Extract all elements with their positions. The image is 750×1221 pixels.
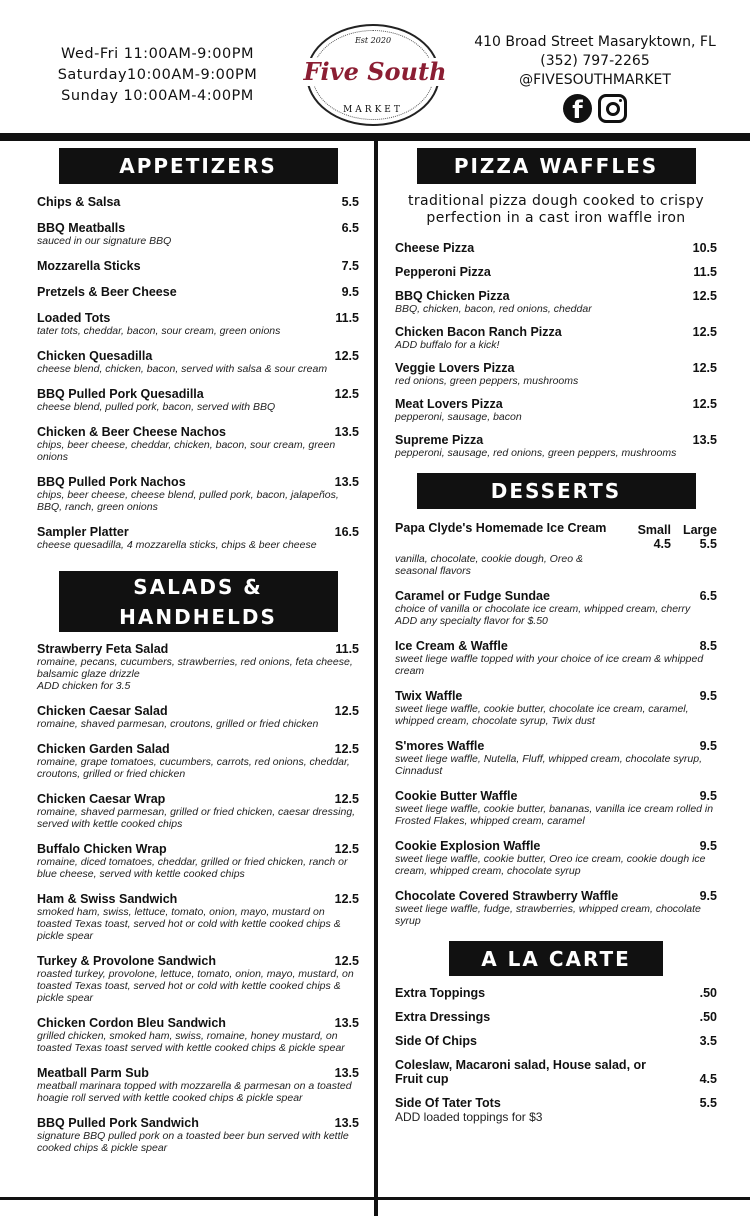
menu-item bbox=[395, 397, 717, 423]
item-price: .50 bbox=[699, 1010, 717, 1024]
section-title-pizza: PIZZA WAFFLES bbox=[417, 148, 696, 184]
hours bbox=[40, 44, 275, 107]
item-price: 13.5 bbox=[692, 433, 717, 447]
section-title-salads bbox=[59, 571, 338, 632]
instagram-icon[interactable] bbox=[598, 94, 627, 123]
section-title-a-la-carte: A LA CARTE bbox=[449, 941, 663, 976]
menu-item bbox=[395, 789, 717, 827]
item-price: .50 bbox=[699, 986, 717, 1000]
pizza-subtitle: traditional pizza dough cooked to crispy perfection in a cast iron waffle iron bbox=[407, 193, 705, 226]
menu-item bbox=[395, 589, 717, 627]
item-price: 6.5 bbox=[341, 221, 359, 235]
contact-info bbox=[470, 33, 720, 123]
item-price: 6.5 bbox=[699, 589, 717, 603]
price-large: 5.5 bbox=[699, 537, 717, 551]
item-desc: ADD buffalo for a kick! bbox=[395, 339, 500, 351]
item-name: Mozzarella Sticks bbox=[37, 259, 141, 273]
item-name: Chocolate Covered Strawberry Waffle bbox=[395, 889, 619, 903]
menu-item bbox=[395, 1058, 717, 1086]
menu-item bbox=[395, 839, 717, 877]
menu-item bbox=[37, 1116, 359, 1154]
item-desc: sweet liege waffle topped with your choice of ice cream & whipped cream bbox=[395, 653, 704, 677]
menu-item bbox=[37, 842, 359, 880]
item-desc: sweet liege waffle, cookie butter, Oreo ice cream, cookie dough ice cream, whipped cream, chocolate syrup bbox=[395, 853, 706, 877]
item-name: Coleslaw, Macaroni salad, House salad, or Fruit cup bbox=[395, 1058, 647, 1086]
item-desc: tater tots, cheddar, bacon, sour cream, green onions bbox=[37, 325, 281, 337]
menu-item bbox=[395, 433, 717, 459]
item-name: Buffalo Chicken Wrap bbox=[37, 842, 167, 856]
item-name: Side Of Chips bbox=[395, 1034, 477, 1048]
item-price: 12.5 bbox=[334, 954, 359, 968]
item-name: Chicken Bacon Ranch Pizza bbox=[395, 325, 562, 339]
item-name: Chicken Garden Salad bbox=[37, 742, 170, 756]
facebook-icon[interactable]: f bbox=[563, 94, 592, 123]
item-price: 9.5 bbox=[699, 739, 717, 753]
logo bbox=[303, 24, 447, 126]
item-price: 9.5 bbox=[699, 789, 717, 803]
divider-bottom bbox=[0, 1197, 750, 1200]
item-price: 11.5 bbox=[693, 265, 717, 279]
item-price: 12.5 bbox=[334, 842, 359, 856]
price-small: 4.5 bbox=[653, 537, 671, 551]
menu-item bbox=[395, 889, 717, 927]
phone[interactable]: (352) 797-2265 bbox=[540, 53, 650, 69]
item-price: 5.5 bbox=[341, 195, 359, 209]
menu-item bbox=[37, 892, 359, 942]
item-desc: choice of vanilla or chocolate ice cream, whipped cream, cherry bbox=[395, 603, 691, 615]
size-label-large: Large bbox=[682, 523, 717, 537]
salads-title-line2: HANDHELDS bbox=[119, 604, 277, 629]
pizza-list bbox=[395, 241, 717, 469]
hours-saturday: Saturday10:00AM-9:00PM bbox=[57, 67, 258, 83]
menu-item bbox=[395, 639, 717, 677]
menu-item bbox=[395, 1010, 717, 1024]
item-desc: vanilla, chocolate, cookie dough, Oreo & seasonal flavors bbox=[395, 553, 583, 577]
menu-item bbox=[395, 986, 717, 1000]
item-name: Meat Lovers Pizza bbox=[395, 397, 503, 411]
item-name: Supreme Pizza bbox=[395, 433, 484, 447]
item-name: Loaded Tots bbox=[37, 311, 111, 325]
item-name: Ham & Swiss Sandwich bbox=[37, 892, 178, 906]
item-name: Pepperoni Pizza bbox=[395, 265, 491, 279]
menu-item bbox=[395, 739, 717, 777]
item-price: 13.5 bbox=[334, 1066, 359, 1080]
menu-item bbox=[37, 387, 359, 413]
item-price: 13.5 bbox=[334, 425, 359, 439]
item-desc: romaine, shaved parmesan, croutons, grilled or fried chicken bbox=[37, 718, 319, 730]
item-name: Strawberry Feta Salad bbox=[37, 642, 169, 656]
menu-item bbox=[37, 704, 359, 730]
item-price: 9.5 bbox=[341, 285, 359, 299]
item-desc: red onions, green peppers, mushrooms bbox=[395, 375, 579, 387]
item-price: 10.5 bbox=[692, 241, 717, 255]
item-note: ADD any specialty flavor for $.50 bbox=[395, 615, 548, 627]
item-price: 9.5 bbox=[699, 839, 717, 853]
item-name: Caramel or Fudge Sundae bbox=[395, 589, 550, 603]
item-price: 7.5 bbox=[341, 259, 359, 273]
item-price: 5.5 bbox=[699, 1096, 717, 1110]
item-desc: sweet liege waffle, Nutella, Fluff, whipped cream, chocolate syrup, Cinnadust bbox=[395, 753, 702, 777]
menu-item bbox=[37, 285, 359, 299]
item-name: BBQ Pulled Pork Quesadilla bbox=[37, 387, 204, 401]
item-name: Twix Waffle bbox=[395, 689, 463, 703]
item-desc: romaine, pecans, cucumbers, strawberries, red onions, feta cheese, balsamic glaze drizzle bbox=[37, 656, 353, 680]
item-desc: chips, beer cheese, cheddar, chicken, bacon, sour cream, green onions bbox=[37, 439, 336, 463]
item-name: Chicken Quesadilla bbox=[37, 349, 153, 363]
salads-list bbox=[37, 642, 359, 1166]
item-price: 12.5 bbox=[334, 792, 359, 806]
menu-item bbox=[37, 195, 359, 209]
divider-top bbox=[0, 133, 750, 141]
item-name: Chicken Cordon Bleu Sandwich bbox=[37, 1016, 226, 1030]
item-price: 13.5 bbox=[334, 475, 359, 489]
item-price: 12.5 bbox=[692, 361, 717, 375]
menu-item bbox=[37, 259, 359, 273]
menu-item bbox=[37, 792, 359, 830]
menu-item bbox=[37, 954, 359, 1004]
item-name: Cookie Butter Waffle bbox=[395, 789, 518, 803]
item-name: Chicken Caesar Wrap bbox=[37, 792, 166, 806]
hours-sunday: Sunday 10:00AM-4:00PM bbox=[61, 88, 254, 104]
item-price: 12.5 bbox=[692, 397, 717, 411]
menu-item bbox=[37, 742, 359, 780]
size-label-small: Small bbox=[637, 523, 671, 537]
item-price: 11.5 bbox=[335, 311, 359, 325]
item-desc: sweet liege waffle, cookie butter, chocolate ice cream, caramel, whipped cream, chocolate syrup, Twix dust bbox=[395, 703, 689, 727]
hours-weekday: Wed-Fri 11:00AM-9:00PM bbox=[61, 46, 254, 62]
item-price: 12.5 bbox=[334, 892, 359, 906]
menu-item bbox=[395, 241, 717, 255]
salads-title-line1: SALADS & bbox=[133, 574, 263, 599]
item-name: Meatball Parm Sub bbox=[37, 1066, 149, 1080]
item-desc: meatball marinara topped with mozzarella & parmesan on a toasted hoagie roll served with kettle cooked chips & pickle spear bbox=[37, 1080, 352, 1104]
item-name: Cookie Explosion Waffle bbox=[395, 839, 541, 853]
item-price: 11.5 bbox=[335, 642, 359, 656]
item-name: BBQ Pulled Pork Nachos bbox=[37, 475, 186, 489]
logo-est: Est 2020 bbox=[354, 36, 392, 45]
item-price: 8.5 bbox=[699, 639, 717, 653]
item-desc: pepperoni, sausage, red onions, green peppers, mushrooms bbox=[395, 447, 677, 459]
menu-item bbox=[37, 349, 359, 375]
appetizers-list bbox=[37, 195, 359, 563]
item-desc: smoked ham, swiss, lettuce, tomato, onion, mayo, mustard on toasted Texas toast, served hot or cold with kettle cooked chips & pickle spear bbox=[37, 906, 341, 942]
item-name: Veggie Lovers Pizza bbox=[395, 361, 515, 375]
logo-name: Five South bbox=[300, 58, 450, 86]
item-name: Turkey & Provolone Sandwich bbox=[37, 954, 216, 968]
item-name: Chicken Caesar Salad bbox=[37, 704, 168, 718]
menu-item-ice-cream bbox=[395, 521, 717, 577]
item-desc: sauced in our signature BBQ bbox=[37, 235, 172, 247]
item-desc: romaine, diced tomatoes, cheddar, grilled or fried chicken, ranch or blue cheese, served with kettle cooked chips bbox=[37, 856, 348, 880]
item-price: 9.5 bbox=[699, 889, 717, 903]
item-price: 12.5 bbox=[334, 742, 359, 756]
item-name: Ice Cream & Waffle bbox=[395, 639, 508, 653]
item-price: 13.5 bbox=[334, 1016, 359, 1030]
menu-item bbox=[37, 475, 359, 513]
menu-item bbox=[395, 1096, 717, 1124]
a-la-carte-list bbox=[395, 986, 717, 1134]
menu-item bbox=[395, 1034, 717, 1048]
item-note: ADD chicken for 3.5 bbox=[37, 680, 131, 692]
item-name: S'mores Waffle bbox=[395, 739, 485, 753]
item-name: Pretzels & Beer Cheese bbox=[37, 285, 177, 299]
item-price: 12.5 bbox=[692, 289, 717, 303]
item-name: Side Of Tater Tots bbox=[395, 1096, 501, 1110]
menu-item bbox=[395, 689, 717, 727]
item-desc: cheese quesadilla, 4 mozzarella sticks, chips & beer cheese bbox=[37, 539, 317, 551]
item-name: Sampler Platter bbox=[37, 525, 129, 539]
menu-item bbox=[395, 361, 717, 387]
item-name: Chips & Salsa bbox=[37, 195, 121, 209]
menu-item bbox=[395, 289, 717, 315]
item-name: Chicken & Beer Cheese Nachos bbox=[37, 425, 226, 439]
item-price: 16.5 bbox=[334, 525, 359, 539]
item-price: 13.5 bbox=[334, 1116, 359, 1130]
item-desc: grilled chicken, smoked ham, swiss, romaine, honey mustard, on toasted Texas toast served with kettle cooked chips & pickle spear bbox=[37, 1030, 345, 1054]
menu-item bbox=[37, 425, 359, 463]
item-name: BBQ Pulled Pork Sandwich bbox=[37, 1116, 199, 1130]
item-price: 3.5 bbox=[699, 1034, 717, 1048]
item-desc: cheese blend, chicken, bacon, served with salsa & sour cream bbox=[37, 363, 328, 375]
item-name: Extra Dressings bbox=[395, 1010, 491, 1024]
item-desc: romaine, grape tomatoes, cucumbers, carrots, red onions, cheddar, croutons, grilled or fried chicken bbox=[37, 756, 350, 780]
item-price: 9.5 bbox=[699, 689, 717, 703]
menu-item bbox=[37, 525, 359, 551]
section-title-appetizers: APPETIZERS bbox=[59, 148, 338, 184]
item-price: 12.5 bbox=[334, 387, 359, 401]
menu-item bbox=[37, 1016, 359, 1054]
item-price: 12.5 bbox=[334, 349, 359, 363]
item-price: 12.5 bbox=[692, 325, 717, 339]
item-desc: BBQ, chicken, bacon, red onions, cheddar bbox=[395, 303, 592, 315]
item-desc: roasted turkey, provolone, lettuce, tomato, onion, mayo, mustard, on toasted Texas toast, served hot or cold with kettle cooked chips & pickle spear bbox=[37, 968, 354, 1004]
item-name: Cheese Pizza bbox=[395, 241, 475, 255]
left-column bbox=[37, 148, 359, 1166]
item-price: 12.5 bbox=[334, 704, 359, 718]
logo-market: MARKET bbox=[343, 105, 403, 115]
item-name: Papa Clyde's Homemade Ice Cream bbox=[395, 521, 607, 535]
item-desc: sweet liege waffle, cookie butter, bananas, vanilla ice cream rolled in Frosted Flakes, whipped cream, caramel bbox=[395, 803, 714, 827]
item-desc: romaine, shaved parmesan, grilled or fried chicken, caesar dressing, served with kettle cooked chips bbox=[37, 806, 356, 830]
item-name: Extra Toppings bbox=[395, 986, 486, 1000]
social-handle[interactable]: @FIVESOUTHMARKET bbox=[519, 72, 671, 88]
desserts-list bbox=[395, 521, 717, 939]
divider-vertical bbox=[374, 141, 378, 1216]
item-name: BBQ Chicken Pizza bbox=[395, 289, 510, 303]
item-desc: chips, beer cheese, cheese blend, pulled pork, bacon, jalapeños, BBQ, ranch, green onions bbox=[37, 489, 339, 513]
item-desc: pepperoni, sausage, bacon bbox=[395, 411, 522, 423]
menu-item bbox=[395, 265, 717, 279]
item-note: ADD loaded toppings for $3 bbox=[395, 1110, 543, 1124]
menu-item bbox=[37, 1066, 359, 1104]
menu-item bbox=[37, 221, 359, 247]
item-name: BBQ Meatballs bbox=[37, 221, 126, 235]
menu-item bbox=[395, 325, 717, 351]
item-desc: sweet liege waffle, fudge, strawberries, whipped cream, chocolate syrup bbox=[395, 903, 701, 927]
menu-item bbox=[37, 311, 359, 337]
item-desc: signature BBQ pulled pork on a toasted beer bun served with kettle cooked chips & pickle spear bbox=[37, 1130, 349, 1154]
menu-item bbox=[37, 642, 359, 692]
item-price: 4.5 bbox=[699, 1072, 717, 1086]
address: 410 Broad Street Masaryktown, FL bbox=[474, 34, 716, 50]
section-title-desserts: DESSERTS bbox=[417, 473, 696, 509]
item-desc: cheese blend, pulled pork, bacon, served with BBQ bbox=[37, 401, 276, 413]
right-column bbox=[395, 148, 717, 1134]
